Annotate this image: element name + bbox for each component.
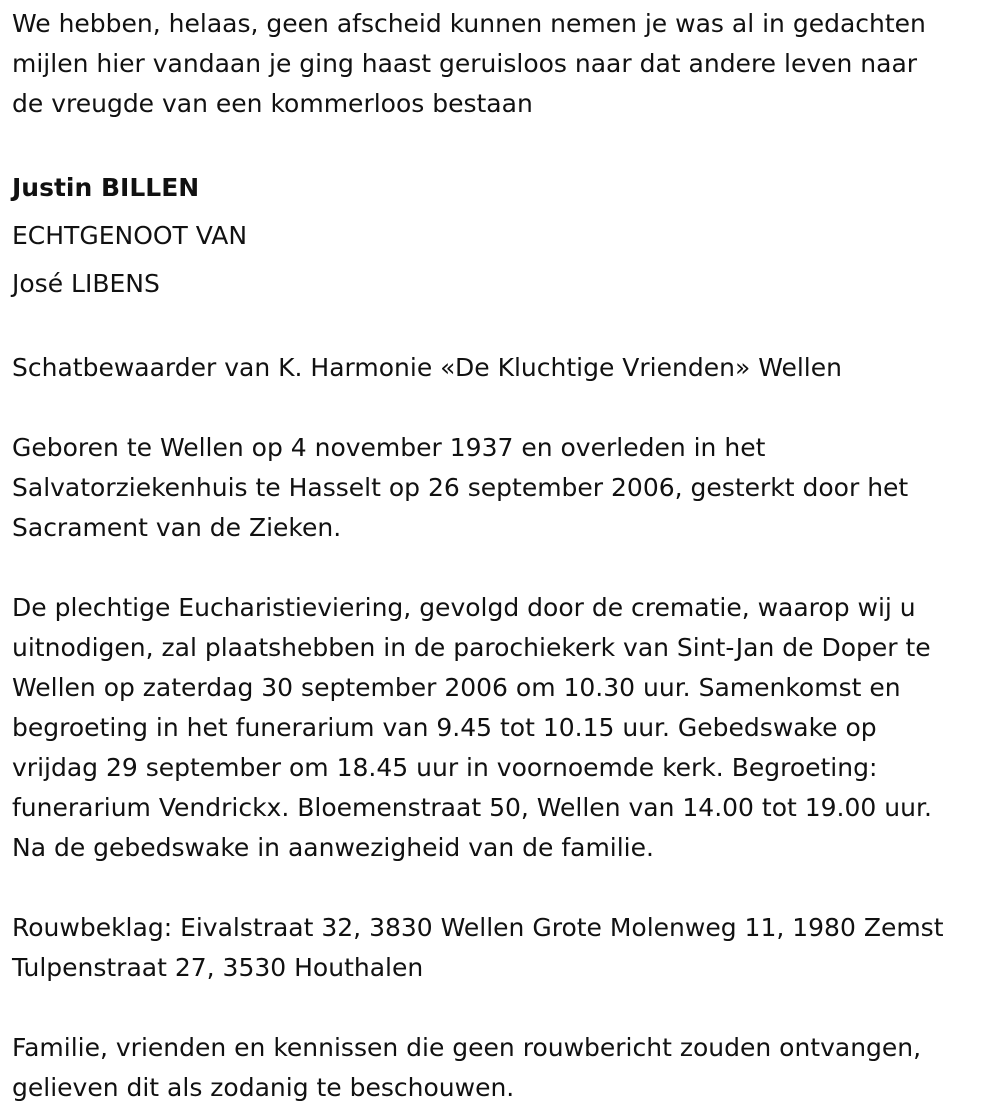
role-line: Schatbewaarder van K. Harmonie «De Kluchtige Vrienden» Wellen xyxy=(12,353,842,382)
ceremony-line: Na de gebedswake in aanwezigheid van de familie. xyxy=(12,833,654,862)
relation-label: ECHTGENOOT VAN xyxy=(12,221,248,250)
role xyxy=(12,348,994,388)
deceased-block xyxy=(12,164,994,308)
closing-line: gelieven dit als zodanig te beschouwen. xyxy=(12,1073,515,1102)
spouse-name: José LIBENS xyxy=(12,269,160,298)
ceremony-line: De plechtige Eucharistieviering, gevolgd door de crematie, waarop wij u xyxy=(12,593,916,622)
ceremony-line: uitnodigen, zal plaatshebben in de parochiekerk van Sint-Jan de Doper te xyxy=(12,633,931,662)
ceremony-line: vrijdag 29 september om 18.45 uur in voornoemde kerk. Begroeting: xyxy=(12,753,878,782)
address-line: Tulpenstraat 27, 3530 Houthalen xyxy=(12,953,424,982)
birth-death xyxy=(12,428,994,548)
closing xyxy=(12,1028,994,1108)
ceremony-line: Wellen op zaterdag 30 september 2006 om 10.30 uur. Samenkomst en xyxy=(12,673,901,702)
ceremony xyxy=(12,588,994,868)
poem-line: mijlen hier vandaan je ging haast geruisloos naar dat andere leven naar xyxy=(12,49,918,78)
closing-line: Familie, vrienden en kennissen die geen rouwbericht zouden ontvangen, xyxy=(12,1033,922,1062)
address-line: Rouwbeklag: Eivalstraat 32, 3830 Wellen Grote Molenweg 11, 1980 Zemst xyxy=(12,913,944,942)
ceremony-line: funerarium Vendrickx. Bloemenstraat 50, Wellen van 14.00 tot 19.00 uur. xyxy=(12,793,932,822)
birth-death-line: Geboren te Wellen op 4 november 1937 en overleden in het xyxy=(12,433,766,462)
ceremony-line: begroeting in het funerarium van 9.45 tot 10.15 uur. Gebedswake op xyxy=(12,713,877,742)
birth-death-line: Salvatorziekenhuis te Hasselt op 26 september 2006, gesterkt door het xyxy=(12,473,909,502)
deceased-name: Justin BILLEN xyxy=(12,173,200,202)
poem-line: de vreugde van een kommerloos bestaan xyxy=(12,89,533,118)
poem-line: We hebben, helaas, geen afscheid kunnen nemen je was al in gedachten xyxy=(12,9,926,38)
poem xyxy=(12,4,994,124)
birth-death-line: Sacrament van de Zieken. xyxy=(12,513,342,542)
mourning-addresses xyxy=(12,908,994,988)
obituary-text xyxy=(12,0,994,1108)
